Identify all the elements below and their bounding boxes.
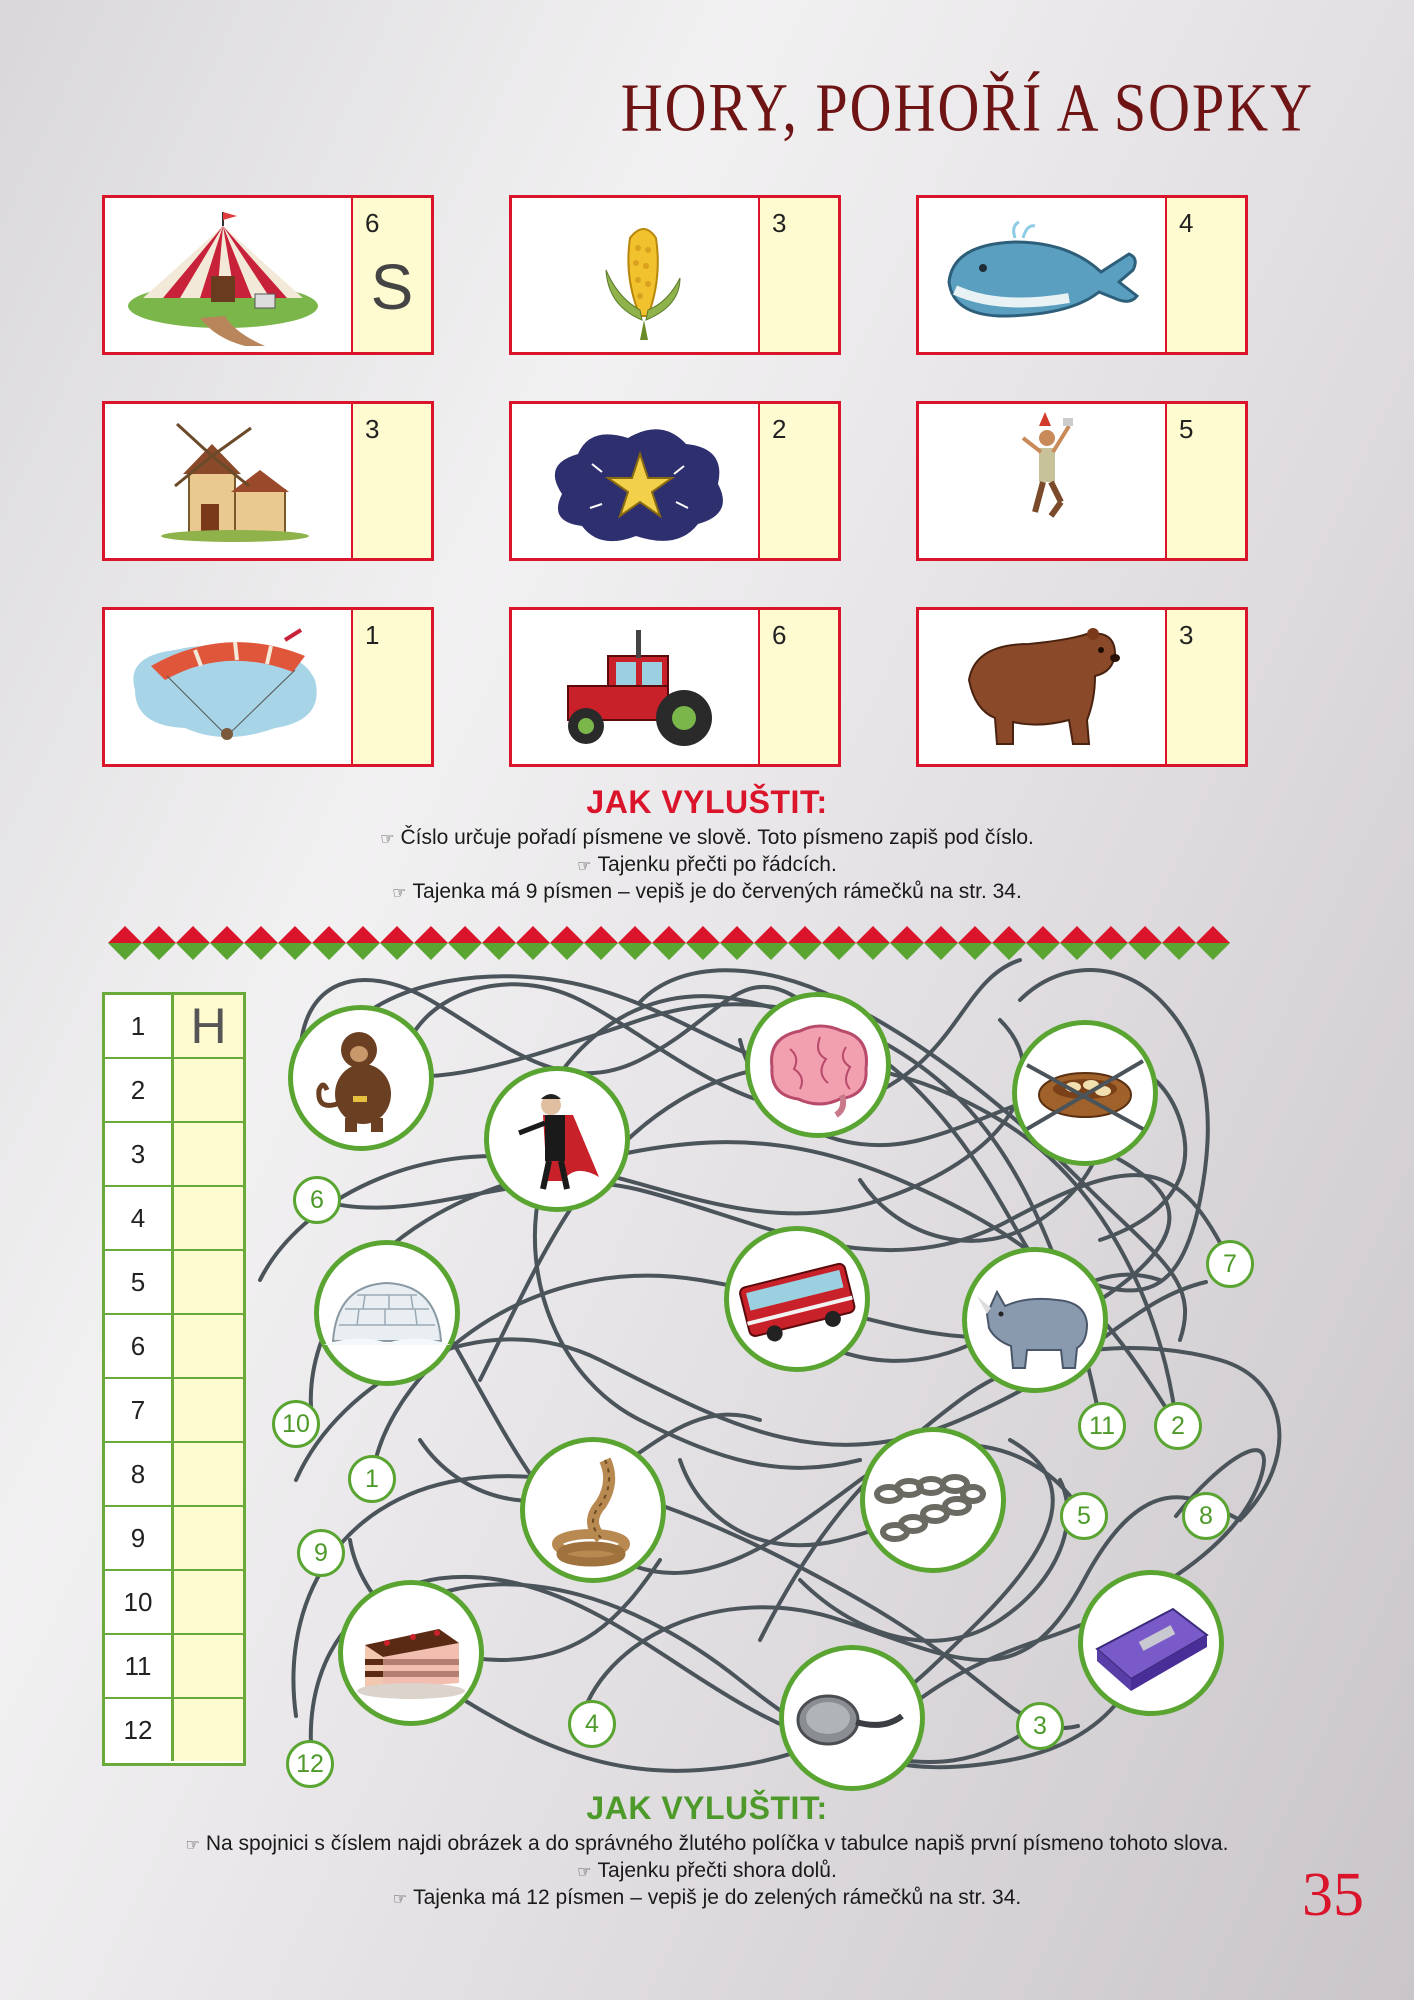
row-number: 5 [105,1251,174,1313]
rope-icon[interactable] [520,1437,666,1583]
maze-number-badge[interactable]: 5 [1060,1492,1108,1540]
instructions-bottom [0,1790,1414,1912]
pointing-hand-icon: ☞ [392,885,407,902]
row-number: 7 [105,1379,174,1441]
cake-icon[interactable] [338,1580,484,1726]
letter-position: 2 [772,414,787,444]
instruction-text: Tajenka má 9 písmen – vepiš je do červených rámečků na str. 34. [412,880,1022,903]
letter-position: 3 [365,414,380,444]
row-number: 2 [105,1059,174,1121]
pointing-hand-icon: ☞ [392,1891,408,1908]
instruction-text: Tajenku přečti po řádcích. [597,853,837,876]
vampire-icon[interactable] [484,1066,630,1212]
row-number: 3 [105,1123,174,1185]
frying-pan-icon[interactable] [779,1645,925,1791]
instruction-text: Tajenka má 12 písmen – vepiš je do zelených rámečků na str. 34. [413,1886,1022,1909]
maze-number-badge[interactable]: 1 [348,1455,396,1503]
instruction-text: Na spojnici s číslem najdi obrázek a do správného žlutého políčka v tabulce napiš první písmeno tohoto slova. [205,1832,1229,1855]
maze-number-badge[interactable]: 8 [1182,1492,1230,1540]
answer-cell[interactable]: H [174,995,243,1057]
maze-number-badge[interactable]: 9 [297,1529,345,1577]
crossed-nest-icon[interactable] [1012,1020,1158,1166]
letter-position: 3 [1179,620,1194,650]
row-number: 6 [105,1315,174,1377]
row-number: 10 [105,1571,174,1633]
pointing-hand-icon: ☞ [380,831,395,848]
row-number: 4 [105,1187,174,1249]
instruction-line [0,1885,1414,1912]
row-number: 1 [105,995,174,1057]
maze-number-badge[interactable]: 4 [568,1700,616,1748]
maze-number-badge[interactable]: 2 [1154,1402,1202,1450]
row-number: 12 [105,1699,174,1761]
row-number: 11 [105,1635,174,1697]
letter-position: 5 [1179,414,1194,444]
maze-number-badge[interactable]: 10 [272,1400,320,1448]
brain-icon[interactable] [745,992,891,1138]
sharpener-icon[interactable] [1078,1570,1224,1716]
letter-position: 6 [365,208,380,238]
page-number: 35 [1302,1861,1364,1929]
letter-position: 1 [365,620,380,650]
letter-position: 4 [1179,208,1194,238]
igloo-icon[interactable] [314,1240,460,1386]
instructions-heading: JAK VYLUŠTIT: [586,784,828,820]
pointing-hand-icon: ☞ [577,1864,592,1881]
maze-number-badge[interactable]: 12 [286,1740,334,1788]
letter-position: 3 [772,208,787,238]
maze-number-badge[interactable]: 3 [1016,1702,1064,1750]
maze-number-badge[interactable]: 11 [1078,1402,1126,1450]
page-title: HORY, POHOŘÍ A SOPKY [620,69,1314,146]
rhino-icon[interactable] [962,1247,1108,1393]
chain-icon[interactable] [860,1427,1006,1573]
row-number: 9 [105,1507,174,1569]
instructions-heading: JAK VYLUŠTIT: [586,1790,828,1826]
maze-number-badge[interactable]: 6 [293,1176,341,1224]
instruction-line [0,1831,1414,1858]
filled-letter: S [370,251,414,323]
pointing-hand-icon: ☞ [577,858,592,875]
row-number: 8 [105,1443,174,1505]
instruction-line [0,1858,1414,1885]
letter-position: 6 [772,620,787,650]
maze-number-badge[interactable]: 7 [1206,1240,1254,1288]
monkey-icon[interactable] [288,1005,434,1151]
bus-icon[interactable] [724,1226,870,1372]
pointing-hand-icon: ☞ [185,1837,200,1854]
instruction-text: Tajenku přečti shora dolů. [597,1859,837,1882]
instruction-text: Číslo určuje pořadí písmene ve slově. Toto písmeno zapiš pod číslo. [400,826,1034,849]
